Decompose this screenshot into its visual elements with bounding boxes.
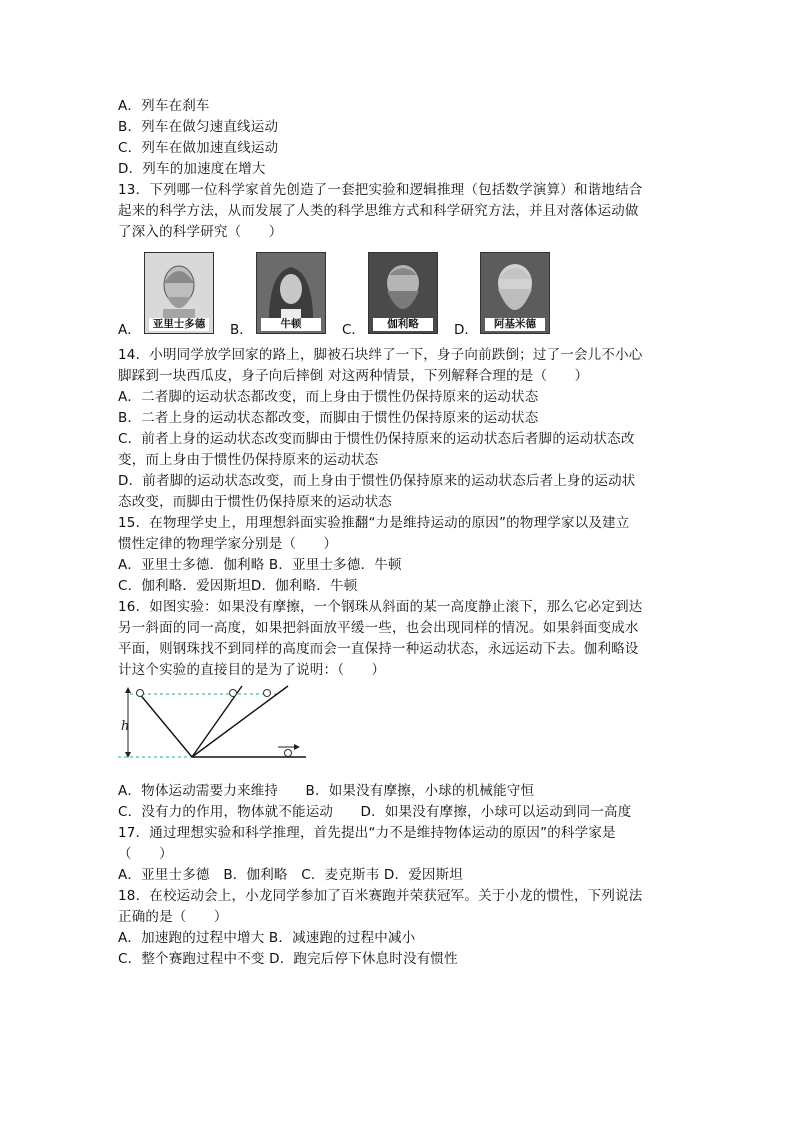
q16-options-ab: A．物体运动需要力来维持 B．如果没有摩擦，小球的机械能守恒 bbox=[118, 783, 535, 799]
q16-options-cd: C．没有力的作用，物体就不能运动 D．如果没有摩擦，小球可以运动到同一高度 bbox=[118, 804, 632, 820]
q14-option-c-line-1: C．前者上身的运动状态改变而脚由于惯性仍保持原来的运动状态后者脚的运动状态改 bbox=[118, 431, 635, 447]
portrait-name-a: 亚里士多德 bbox=[149, 318, 209, 331]
q18-stem-line-2: 正确的是（ ） bbox=[118, 909, 228, 925]
q14-option-c-line-2: 变，而上身由于惯性仍保持原来的运动状态 bbox=[118, 452, 379, 468]
q13-stem-line-2: 起来的科学方法，从而发展了人类的科学思维方式和科学研究方法，并且对落体运动做 bbox=[118, 203, 639, 219]
q12-option-c: C．列车在做加速直线运动 bbox=[118, 140, 279, 156]
q12-option-a: A．列车在刹车 bbox=[118, 98, 210, 114]
portrait-name-d: 阿基米德 bbox=[485, 318, 545, 331]
q13-choice-c-label: C． bbox=[342, 322, 365, 338]
ball-steep bbox=[230, 690, 237, 697]
q18-stem-line-1: 18．在校运动会上，小龙同学参加了百米赛跑并荣获冠军。关于小龙的惯性，下列说法 bbox=[118, 888, 643, 904]
portrait-name-c: 伽利略 bbox=[373, 318, 433, 331]
portrait-galileo bbox=[368, 252, 438, 334]
gentle-right-incline bbox=[192, 686, 288, 757]
q16-stem-line-2: 另一斜面的同一高度，如果把斜面放平缓一些，也会出现同样的情况。如果斜面变成水 bbox=[118, 620, 639, 636]
portrait-newton bbox=[256, 252, 326, 334]
q14-option-b: B．二者上身的运动状态都改变，而脚由于惯性仍保持原来的运动状态 bbox=[118, 410, 539, 426]
q16-incline-diagram bbox=[118, 684, 308, 764]
q13-choice-b-label: B． bbox=[230, 322, 253, 338]
q17-stem-line-2: （ ） bbox=[118, 846, 173, 862]
q14-stem-line-2: 脚踩到一块西瓜皮，身子向后摔倒 对这两种情景，下列解释合理的是（ ） bbox=[118, 368, 589, 384]
q13-choice-d-label: D． bbox=[454, 322, 478, 338]
q16-stem-line-1: 16．如图实验：如果没有摩擦，一个钢珠从斜面的某一高度静止滚下，那么它必定到达 bbox=[118, 599, 643, 615]
q13-choice-a-label: A． bbox=[118, 322, 141, 338]
q13-stem-line-3: 了深入的科学研究（ ） bbox=[118, 224, 283, 240]
q12-option-d: D．列车的加速度在增大 bbox=[118, 161, 266, 177]
q16-stem-line-3: 平面，则钢珠找不到同样的高度而会一直保持一种运动状态，永远运动下去。伽利略设 bbox=[118, 641, 639, 657]
q17-options: A．亚里士多德 B．伽利略 C．麦克斯韦 D．爱因斯坦 bbox=[118, 867, 464, 883]
q15-options-ab: A．亚里士多德．伽利略 B．亚里士多德．牛顿 bbox=[118, 557, 402, 573]
q14-option-a: A．二者脚的运动状态都改变，而上身由于惯性仍保持原来的运动状态 bbox=[118, 389, 539, 405]
q14-stem-line-1: 14．小明同学放学回家的路上，脚被石块绊了一下，身子向前跌倒；过了一会儿不小心 bbox=[118, 347, 643, 363]
portrait-name-b: 牛顿 bbox=[261, 318, 321, 331]
ball-gentle bbox=[264, 690, 271, 697]
q12-option-b: B．列车在做匀速直线运动 bbox=[118, 119, 279, 135]
portrait-aristotle bbox=[144, 252, 214, 334]
q13-portrait-choices bbox=[118, 252, 638, 340]
ball-horizontal bbox=[285, 750, 292, 757]
q17-stem-line-1: 17．通过理想实验和科学推理，首先提出“力不是维持物体运动的原因”的科学家是 bbox=[118, 825, 616, 841]
height-label: h bbox=[121, 719, 130, 734]
q13-stem-line-1: 13．下列哪一位科学家首先创造了一套把实验和逻辑推理（包括数学演算）和谐地结合 bbox=[118, 182, 643, 198]
ball-start bbox=[137, 690, 144, 697]
q14-option-d-line-1: D．前者脚的运动状态改变，而上身由于惯性仍保持原来的运动状态后者上身的运动状 bbox=[118, 473, 636, 489]
q15-options-cd: C．伽利略．爱因斯坦D．伽利略．牛顿 bbox=[118, 578, 358, 594]
q15-stem-line-2: 惯性定律的物理学家分别是（ ） bbox=[118, 536, 338, 552]
left-incline bbox=[138, 692, 192, 757]
q18-options-cd: C．整个赛跑过程中不变 D．跑完后停下休息时没有惯性 bbox=[118, 951, 458, 967]
portrait-archimedes bbox=[480, 252, 550, 334]
q18-options-ab: A．加速跑的过程中增大 B．减速跑的过程中减小 bbox=[118, 930, 416, 946]
q15-stem-line-1: 15．在物理学史上，用理想斜面实验推翻“力是维持运动的原因”的物理学家以及建立 bbox=[118, 515, 630, 531]
q14-option-d-line-2: 态改变，而脚由于惯性仍保持原来的运动状态 bbox=[118, 494, 392, 510]
q16-stem-line-4: 计这个实验的直接目的是为了说明：（ ） bbox=[118, 662, 386, 678]
